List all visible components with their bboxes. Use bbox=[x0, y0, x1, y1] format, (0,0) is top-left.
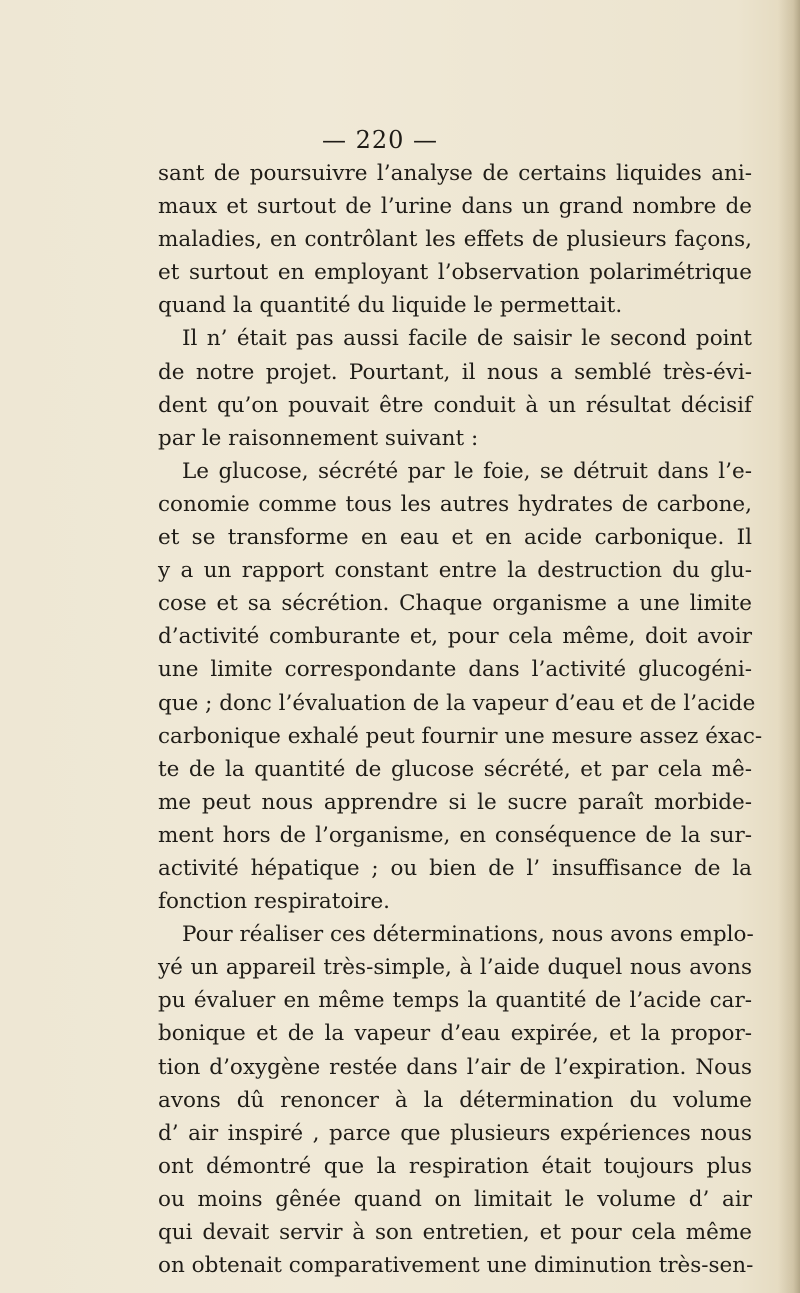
text-line: Il n’ était pas aussi facile de saisir le second point bbox=[182, 326, 752, 352]
text-line: sant de poursuivre l’analyse de certains liquides ani- bbox=[158, 161, 752, 186]
text-line: te de la quantité de glucose sécrété, et par cela mê- bbox=[158, 756, 752, 782]
text-line: Pour réaliser ces déterminations, nous avons emplo- bbox=[182, 922, 754, 948]
text-line: bonique et de la vapeur d’eau expirée, et la propor- bbox=[158, 1021, 752, 1047]
text-line: et se transforme en eau et en acide carbonique. Il bbox=[158, 525, 752, 551]
text-line: qui devait servir à son entretien, et pour cela même bbox=[158, 1220, 752, 1245]
text-line: tion d’oxygène restée dans l’air de l’expiration. Nous bbox=[158, 1054, 752, 1080]
text-line: on obtenait comparativement une diminution très-sen- bbox=[158, 1253, 754, 1279]
text-line: par le raisonnement suivant : bbox=[158, 425, 479, 451]
text-line: une limite correspondante dans l’activité glucogéni- bbox=[158, 657, 752, 683]
text-line: maux et surtout de l’urine dans un grand nombre de bbox=[158, 194, 752, 220]
text-line: ou moins gênée quand on limitait le volume d’ air bbox=[158, 1186, 752, 1212]
text-line: pu évaluer en même temps la quantité de l’acide car- bbox=[158, 988, 752, 1014]
text-line: dent qu’on pouvait être conduit à un résultat décisif bbox=[158, 392, 752, 418]
page-number: — 220 — bbox=[321, 126, 439, 154]
text-line: quand la quantité du liquide le permettait. bbox=[158, 293, 623, 319]
page-edge-shadow bbox=[778, 0, 800, 1293]
text-line: activité hépatique ; ou bien de l’ insuffisance de la bbox=[158, 855, 752, 881]
text-line: ont démontré que la respiration était toujours plus bbox=[158, 1153, 752, 1179]
text-line: carbonique exhalé peut fournir une mesure assez éxac- bbox=[158, 723, 763, 749]
text-line: cose et sa sécrétion. Chaque organisme a une limite bbox=[158, 591, 752, 617]
body-text bbox=[158, 157, 763, 1282]
text-line: que ; donc l’évaluation de la vapeur d’eau et de l’acide bbox=[158, 690, 756, 716]
text-line: avons dû renoncer à la détermination du volume bbox=[158, 1087, 752, 1113]
text-line: y a un rapport constant entre la destruction du glu- bbox=[158, 558, 752, 584]
text-line: conomie comme tous les autres hydrates de carbone, bbox=[158, 491, 752, 517]
text-line: Le glucose, sécrété par le foie, se détruit dans l’e- bbox=[182, 458, 752, 484]
text-line: d’ air inspiré , parce que plusieurs expériences nous bbox=[158, 1120, 752, 1146]
text-line: fonction respiratoire. bbox=[158, 889, 390, 915]
text-line: et surtout en employant l’observation polarimétrique bbox=[158, 260, 752, 286]
text-line: me peut nous apprendre si le sucre paraît morbide- bbox=[158, 789, 752, 815]
text-line: de notre projet. Pourtant, il nous a semblé très-évi- bbox=[158, 359, 752, 385]
text-line: d’activité comburante et, pour cela même, doit avoir bbox=[158, 624, 752, 650]
text-line: maladies, en contrôlant les effets de plusieurs façons, bbox=[158, 227, 752, 253]
text-line: ment hors de l’organisme, en conséquence de la sur- bbox=[158, 822, 752, 848]
text-line: yé un appareil très-simple, à l’aide duquel nous avons bbox=[158, 955, 752, 981]
